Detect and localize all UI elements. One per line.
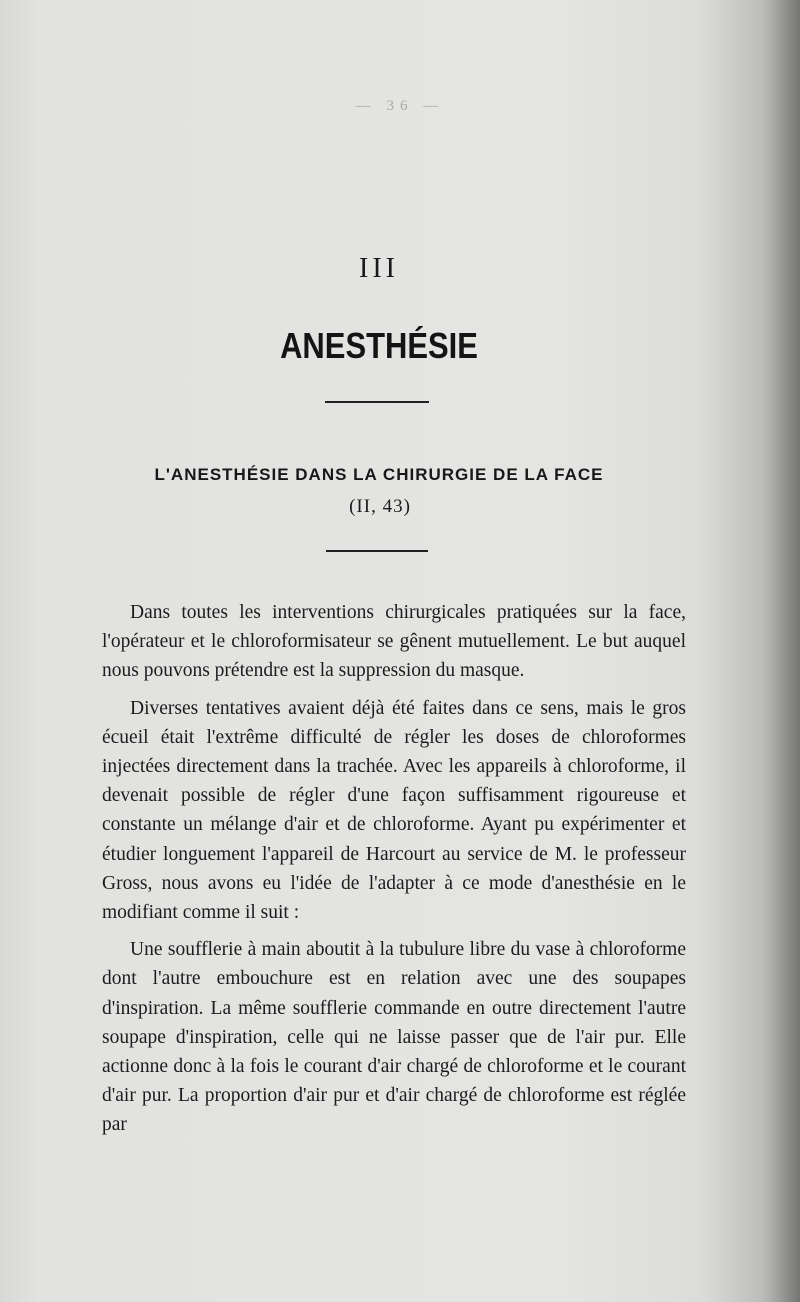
paragraph: Diverses tentatives avaient déjà été faites dans ce sens, mais le gros écueil était l'extrême difficulté de régler les doses de chloroformes injectées directement dans la trachée. Avec les appareils à chloroforme, il devenait possible de régler d'une façon suffisamment rigoureuse et constante un mélange d'air et de chloroforme. Ayant pu expérimenter et étudier longuement l'appareil de Harcourt au service de M. le professeur Gross, nous avons eu l'idée de l'adapter à ce mode d'anesthésie en le modifiant comme il suit : [102,697,686,924]
page-folio: — 36 — [355,98,445,114]
chapter-number: III [359,253,399,284]
paragraph: Dans toutes les interventions chirurgicales pratiquées sur la face, l'opérateur et le chloroformisateur se gênent mutuellement. Le but auquel nous pouvons prétendre est la suppression du masque. [102,602,686,682]
section-reference: (II, 43) [349,496,411,517]
section-title: L'ANESTHÉSIE DANS LA CHIRURGIE DE LA FACE [154,465,604,484]
section-divider [326,550,428,552]
paragraph: Une soufflerie à main aboutit à la tubulure libre du vase à chloroforme dont l'autre embouchure est en relation avec une des soupapes d'inspiration. La même soufflerie commande en outre directement l'autre soupape d'inspiration, celle qui ne laisse passer que de l'air pur. Elle actionne donc à la fois le courant d'air chargé de chloroforme et le courant d'air pur. La proportion d'air pur et d'air chargé de chloroforme est réglée par [102,939,686,1136]
chapter-title: ANESTHÉSIE [280,325,478,366]
body-text [102,598,686,1148]
chapter-divider [325,401,429,403]
binding-shadow [760,0,800,1302]
